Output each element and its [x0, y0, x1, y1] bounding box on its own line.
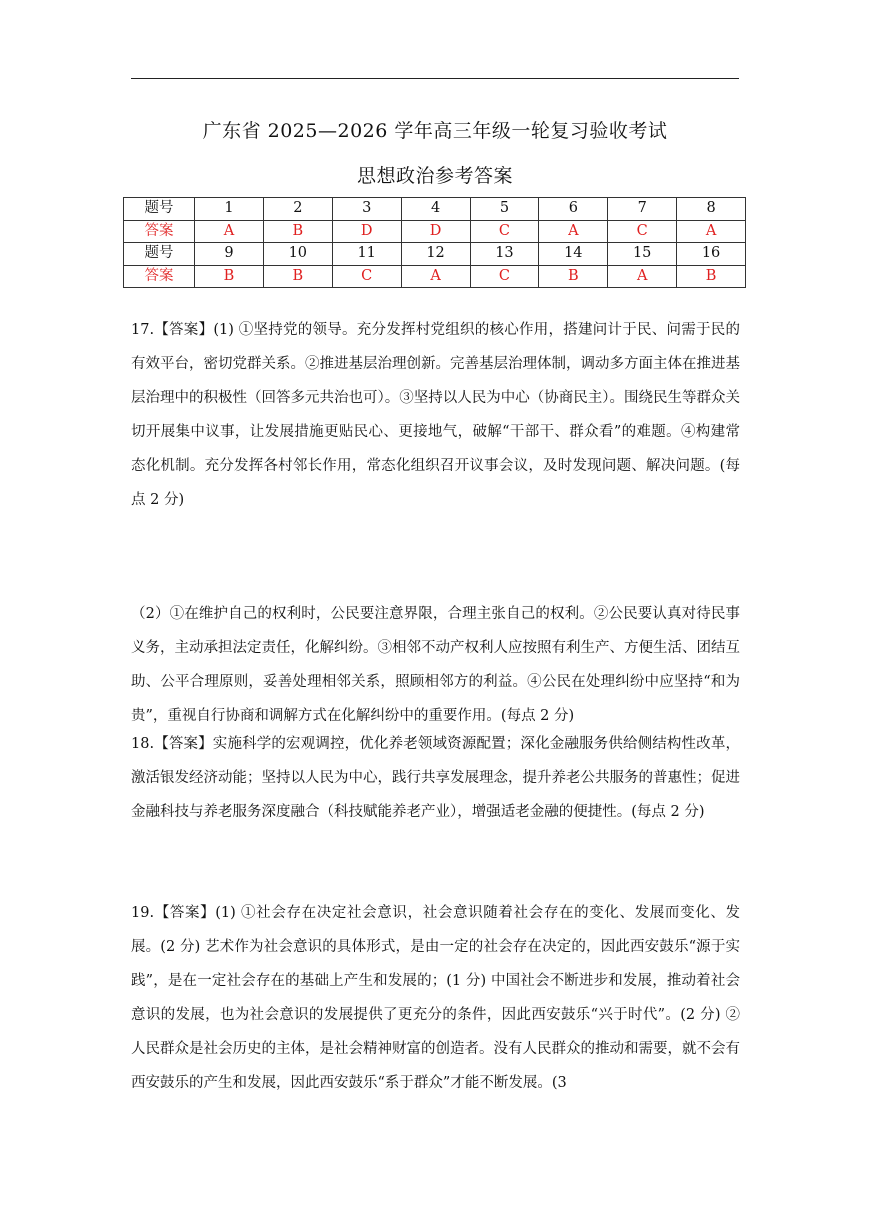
answer-cell: C	[470, 265, 539, 288]
question-number-cell: 6	[539, 198, 608, 221]
top-rule	[131, 78, 739, 79]
answer-cell: D	[401, 220, 470, 243]
question-number-cell: 4	[401, 198, 470, 221]
answer-cell: B	[677, 265, 746, 288]
answer-19: 19.【答案】(1) ①社会存在决定社会意识，社会意识随着社会存在的变化、发展而变化、发展。(2 分) 艺术作为社会意识的具体形式，是由一定的社会存在决定的，因此西安鼓乐“源于实践”，是在一定社会存在的基础上产生和发展的；(1 分) 中国社会不断进步和发展，推动着社会意识的发展，也为社会意识的发展提供了更充分的条件，因此西安鼓乐“兴于时代”。(2 分) ②人民群众是社会历史的主体，是社会精神财富的创造者。没有人民群众的推动和需要，就不会有西安鼓乐的产生和发展，因此西安鼓乐“系于群众”才能不断发展。(3	[131, 905, 740, 1091]
answer-cell: B	[539, 265, 608, 288]
answer-17-part-2: （2）①在维护自己的权利时，公民要注意界限，合理主张自己的权利。②公民要认真对待民事义务，主动承担法定责任，化解纠纷。③相邻不动产权利人应按照有利生产、方便生活、团结互助、公平合理原则，妥善处理相邻关系，照顾相邻方的利益。④公民在处理纠纷中应坚持“和为贵”，重视自行协商和调解方式在化解纠纷中的重要作用。(每点 2 分)	[131, 606, 740, 724]
question-number-cell: 16	[677, 243, 746, 266]
row-label: 题号	[124, 198, 195, 221]
question-number-cell: 13	[470, 243, 539, 266]
answer-row	[124, 265, 746, 288]
answer-17-part-1: 17.【答案】(1) ①坚持党的领导。充分发挥村党组织的核心作用，搭建问计于民、问需于民的有效平台，密切党群关系。②推进基层治理创新。完善基层治理体制，调动多方面主体在推进基层治理中的积极性（回答多元共治也可）。③坚持以人民为中心（协商民主）。围绕民生等群众关切开展集中议事，让发展措施更贴民心、更接地气，破解“干部干、群众看”的难题。④构建常态化机制。充分发挥各村邻长作用，常态化组织召开议事会议，及时发现问题、解决问题。(每点 2 分)	[131, 322, 740, 508]
question-number-cell: 11	[332, 243, 401, 266]
answer-cell: D	[332, 220, 401, 243]
answer-cell: C	[608, 220, 677, 243]
answer-cell: A	[539, 220, 608, 243]
question-number-cell: 1	[195, 198, 264, 221]
question-number-cell: 10	[263, 243, 332, 266]
answer-cell: C	[332, 265, 401, 288]
question-number-cell: 3	[332, 198, 401, 221]
answer-cell: C	[470, 220, 539, 243]
question-number-cell: 8	[677, 198, 746, 221]
question-number-cell: 12	[401, 243, 470, 266]
page-title: 广东省 2025—2026 学年高三年级一轮复习验收考试	[202, 120, 668, 142]
row-label: 答案	[124, 265, 195, 288]
answer-cell: B	[195, 265, 264, 288]
question-number-cell: 5	[470, 198, 539, 221]
answer-cell: B	[263, 220, 332, 243]
answer-table	[123, 197, 746, 288]
row-label: 答案	[124, 220, 195, 243]
answer-cell: A	[195, 220, 264, 243]
answer-cell: A	[677, 220, 746, 243]
question-number-cell: 7	[608, 198, 677, 221]
row-label: 题号	[124, 243, 195, 266]
page-subtitle: 思想政治参考答案	[356, 165, 513, 187]
question-number-cell: 2	[263, 198, 332, 221]
question-number-cell: 15	[608, 243, 677, 266]
answer-row	[124, 220, 746, 243]
question-number-cell: 14	[539, 243, 608, 266]
answer-18: 18.【答案】实施科学的宏观调控，优化养老领域资源配置；深化金融服务供给侧结构性改革，激活银发经济动能；坚持以人民为中心，践行共享发展理念，提升养老公共服务的普惠性；促进金融科技与养老服务深度融合（科技赋能养老产业），增强适老金融的便捷性。(每点 2 分)	[131, 736, 740, 820]
answer-cell: B	[263, 265, 332, 288]
question-number-row	[124, 243, 746, 266]
answer-cell: A	[608, 265, 677, 288]
question-number-row	[124, 198, 746, 221]
answer-cell: A	[401, 265, 470, 288]
question-number-cell: 9	[195, 243, 264, 266]
